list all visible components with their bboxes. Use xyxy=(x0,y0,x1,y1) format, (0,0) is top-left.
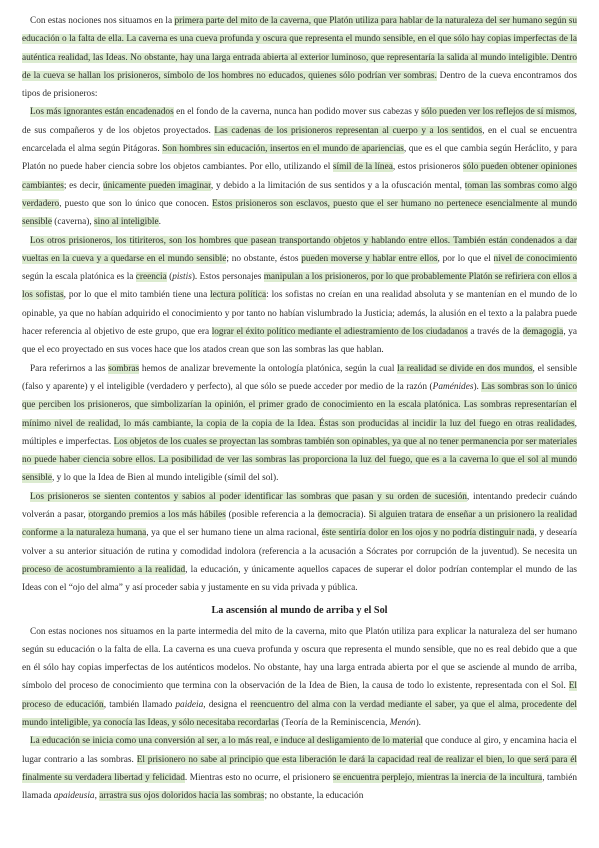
text-span: Con estas nociones nos situamos en la parte intermedia del mito de la caverna, mito que Platón utiliza para explicar la naturaleza del ser humano según su educación o la falta de ella. La caverna es una cueva profunda y oscura que representa el mundo sensible, que no es real debido que a que en él sólo hay copias imperfectas de los auténticos modelos. No obstante, hay una larga entrada abierta por el que se asciende al mundo de arriba, símbolo del proceso de conocimiento que termina con la observación de la Idea de Bien, la causa de todo lo existente, representada con el Sol. xyxy=(22,626,577,692)
text-span: , el sensible (falso y aparente) y el inteligible (verdadero y perfecto), al que sólo se puede acceder por medio de la razón ( xyxy=(22,363,577,392)
paragraph-5 xyxy=(22,488,577,598)
text-span: , xyxy=(94,791,100,802)
text-span: , por lo que el mito también tiene una xyxy=(63,290,211,301)
text-span: Paménides xyxy=(432,381,474,392)
text-span: (Teoría de la Reminiscencia, xyxy=(278,717,390,728)
text-span: ). xyxy=(415,717,421,728)
text-span: , ya que el ser humano tiene un alma racional, xyxy=(146,528,322,539)
text-span: , y debido a la limitación de sus sentidos y a la ofuscación mental, xyxy=(210,180,465,191)
text-span: a través de la xyxy=(467,327,523,338)
text-span: según la escala platónica es la xyxy=(22,272,136,283)
highlighted-text: se encuentra perplejo, mientras la inercia de la incultura xyxy=(332,772,543,783)
text-span: paideia xyxy=(175,699,204,710)
paragraph-2 xyxy=(22,103,577,231)
highlighted-text: Las cadenas de los prisioneros representan al cuerpo y a los sentidos xyxy=(214,125,483,136)
paragraph-3 xyxy=(22,232,577,360)
highlighted-text: sólo pueden ver los reflejos de sí mismos xyxy=(421,107,575,118)
text-span: ). xyxy=(360,510,369,521)
text-span: ; no obstante, la educación xyxy=(264,791,364,802)
highlighted-text: Si alguien tratara de enseñar a un prisionero la realidad conforme a la naturaleza humana xyxy=(22,510,577,539)
highlighted-text: sombras xyxy=(108,363,140,374)
text-span: , también llamado xyxy=(103,699,176,710)
text-span: ). Estos personajes xyxy=(191,272,264,283)
highlighted-text: otorgando premios a los más hábiles xyxy=(88,510,226,521)
text-span: , también llamada xyxy=(22,772,577,802)
highlighted-text: la realidad se divide en dos mundos xyxy=(397,363,533,374)
paragraph-6 xyxy=(22,623,577,733)
text-span: , en el cual se encuentra encarcelada el alma según Pitágoras. xyxy=(22,125,577,155)
text-span: . xyxy=(158,217,161,228)
highlighted-text: Los prisioneros se sienten contentos y sabios al poder identificar las sombras que pasan y su orden de sucesión xyxy=(30,491,467,502)
text-span: ; es decir, xyxy=(63,180,103,191)
section-heading: La ascensión al mundo de arriba y el Sol xyxy=(211,604,388,616)
highlighted-text: democracia xyxy=(317,510,361,521)
text-span: en el fondo de la caverna, nunca han podido mover sus cabezas y xyxy=(173,107,422,118)
text-span: . Mientras esto no ocurre, el prisionero xyxy=(184,772,333,783)
highlighted-text: creencia xyxy=(135,272,167,283)
text-span: ; no obstante, éstos xyxy=(226,253,302,264)
text-span: , designa el xyxy=(203,699,251,710)
text-span: Dentro de la cueva encontramos dos tipos de prisioneros: xyxy=(22,70,577,100)
highlighted-text: sino al inteligible xyxy=(94,217,159,228)
highlighted-text: Las sombras son lo único que perciben los prisioneros, que simbolizarían la opinión, el primer grado de conocimiento en la escala platónica. Las sombras representarían el mínimo nivel de realidad, lo más cambiante, la copia de la copia de la Idea. Éstas son producidas al incidir la luz del fuego en otras realidades xyxy=(22,381,578,429)
text-span: , estos prisioneros xyxy=(392,162,463,173)
highlighted-text: primera parte del mito de la caverna xyxy=(174,16,309,26)
text-span: Para referirnos a las xyxy=(30,363,109,374)
text-span: , la educación, y únicamente aquellos capaces de superar el dolor podrían contemplar el mundo de las Ideas con el “ojo del alma” y así proceder sabia y justamente en su vida privada y pública. xyxy=(22,564,577,594)
text-span: hemos de analizar brevemente la ontología platónica, según la cual xyxy=(139,363,398,374)
highlighted-text: La educación se inicia como una conversión al ser, a lo más real, e induce al desligamiento de lo material xyxy=(30,736,423,747)
text-span: Menón xyxy=(389,717,416,728)
text-span: , que es el que cambia según Heráclito, y para Platón no puede haber ciencia sobre los objetos cambiantes. Por ello, utilizando el xyxy=(22,144,577,173)
text-span: , intentando predecir cuándo volverán a pasar, xyxy=(22,491,577,521)
text-span: , y lo que la Idea de Bien al mundo inteligible (símil del sol). xyxy=(51,473,279,484)
paragraph-1 xyxy=(22,12,577,103)
highlighted-text: El proceso de educación xyxy=(22,681,577,710)
text-span: : los sofistas no creían en una realidad absoluta y se mantenían en el mundo de lo opinable, ya que no habían adquirido el conocimiento y por tanto no habían vislumbrado la Justicia; además, la alusión en el texto a la palabra puede hacer referencia al objetivo de este grupo, que era xyxy=(22,290,578,338)
highlighted-text: Son hombres sin educación, insertos en el mundo de apariencias xyxy=(162,144,404,155)
text-span: pistis xyxy=(172,272,192,283)
highlighted-text: proceso de acostumbramiento a la realidad xyxy=(22,564,186,575)
highlighted-text: Los objetos de los cuales se proyectan las sombras también son opinables, ya que al no tener permanencia por ser materiales no puede haber ciencia sobre ellos. La posibilidad de ver las sombras las proporciona la luz del fuego, que es a la caverna lo que el sol al mundo sensible xyxy=(22,436,578,484)
text-span: , por lo que el xyxy=(437,253,494,264)
highlighted-text: toman las sombras como algo verdadero xyxy=(22,180,578,209)
highlighted-text: nivel de conocimiento xyxy=(493,253,578,264)
highlighted-text: Los otros prisioneros, los titiriteros, son los hombres que pasean transportando objetos y hablando entre ellos. También están condenados a dar vueltas en la cueva y a quedarse en el mundo sensible xyxy=(22,235,577,264)
highlighted-text: arrastra sus ojos doloridos hacia las sombras xyxy=(99,791,265,802)
text-span: ( xyxy=(166,272,173,283)
text-span: (caverna), xyxy=(51,217,95,228)
highlighted-text: pueden moverse y hablar entre ellos xyxy=(301,253,438,264)
highlighted-text: éste sentiría dolor en los ojos y no podría distinguir nada xyxy=(321,528,535,539)
highlighted-text: Los más ignorantes están encadenados xyxy=(30,107,174,118)
text-span: que conduce al giro, y encamina hacia el lugar contrario a las sombras. xyxy=(22,736,577,765)
text-span: , de sus compañeros y de los objetos proyectados. xyxy=(22,107,577,136)
highlighted-text: Estos prisioneros son esclavos, puesto que el ser humano no pertenece esencialmente al mundo sensible xyxy=(22,198,578,228)
text-span: , puesto que son lo único que conocen. xyxy=(59,198,213,209)
highlighted-text: sólo pueden obtener opiniones cambiantes xyxy=(22,162,577,191)
text-span: (posible referencia a la xyxy=(225,510,318,521)
paragraph-4 xyxy=(22,360,577,488)
paragraph-7 xyxy=(22,732,577,805)
text-span: , y desearía volver a su anterior situación de rutina y comodidad indolora (referencia a la acusación a Sócrates por corrupción de la juventud). Se necesita un xyxy=(22,528,577,557)
highlighted-text: , que Platón utiliza para hablar de la naturaleza del ser humano según su educación o la falta de ella. xyxy=(22,16,577,45)
highlighted-text: lograr el éxito político mediante el adiestramiento de los ciudadanos xyxy=(211,327,468,338)
highlighted-text: demagogia xyxy=(522,327,564,338)
text-span: Con estas nociones nos situamos en la xyxy=(30,16,175,26)
highlighted-text: reencuentro del alma con la verdad mediante el saber, ya que el alma, procedente del mundo inteligible, ya conocía las Ideas, y sólo necesitaba recordarlas xyxy=(22,699,577,728)
text-span: , múltiples e imperfectas. xyxy=(22,418,577,447)
highlighted-text: La caverna es una cueva profunda y oscura que representa el mundo sensible, en el que sólo hay copias imperfectas de la auténtica realidad, las Ideas. No obstante, hay una larga entrada abierta al exterior luminoso, que representaría la salida al mundo inteligible. Dentro de la cueva se hallan los prisioneros, símbolo de los hombres no educados, quienes sólo podrían ver sombras. xyxy=(22,34,577,81)
highlighted-text: únicamente pueden imaginar xyxy=(102,180,211,191)
highlighted-text: símil de la línea xyxy=(332,162,393,173)
highlighted-text: El prisionero no sabe al principio que esta liberación le dará la capacidad real de realizar el bien, lo que será para él finalmente su verdadera libertad y felicidad xyxy=(22,754,578,783)
highlighted-text: lectura política xyxy=(210,290,267,301)
text-span: apaideusia xyxy=(53,791,95,802)
text-span: ). xyxy=(473,381,482,392)
highlighted-text: manipulan a los prisioneros, por lo que probablemente Platón se refiriera con ellos a los sofistas xyxy=(22,272,577,301)
text-span: , ya que el eco proyectado en sus voces hace que los atados crean que son las sombras las que hablan. xyxy=(22,327,577,356)
